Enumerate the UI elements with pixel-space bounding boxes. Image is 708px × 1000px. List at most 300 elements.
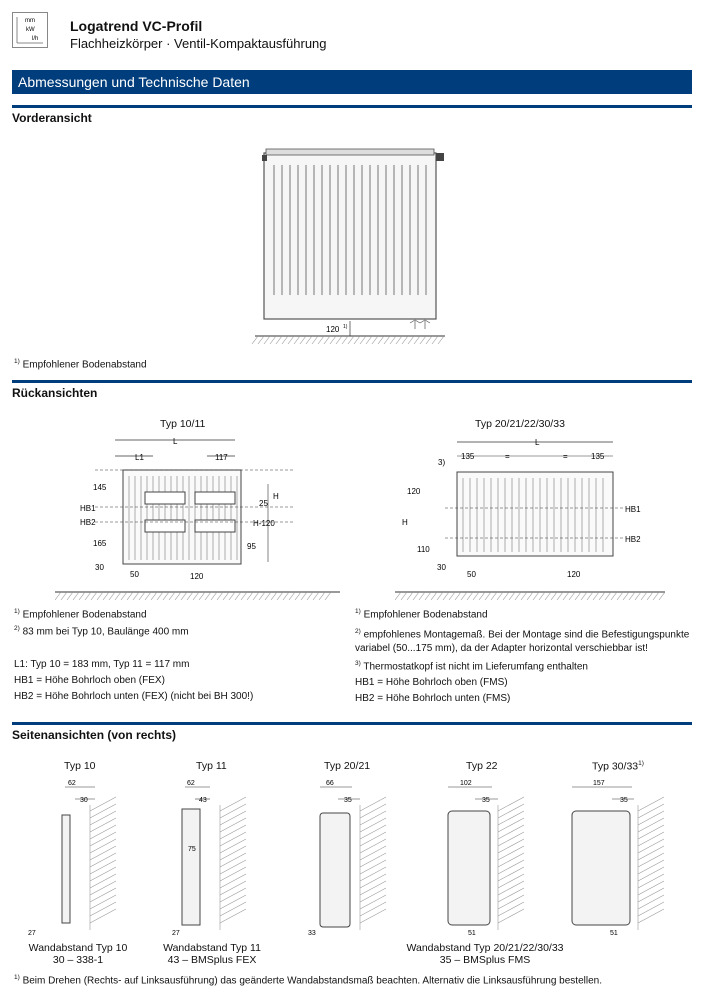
note-row: HB1 = Höhe Bohrloch oben (FEX): [14, 674, 165, 686]
drawing-line: [181, 592, 187, 600]
side22-top: 102: [460, 780, 472, 787]
drawing-line: [638, 818, 664, 832]
dim-95: 95: [247, 542, 256, 551]
drawing-line: [638, 832, 664, 846]
drawing-line: [498, 797, 524, 811]
drawing-line: [503, 592, 509, 600]
dim-25: 25: [259, 499, 268, 508]
drawing-line: [498, 888, 524, 902]
drawing-line: [498, 881, 524, 895]
drawing-line: [575, 592, 581, 600]
caption-line: Wandabstand Typ 11: [163, 942, 261, 954]
drawing-line: [581, 592, 587, 600]
drawing-line: [187, 592, 193, 600]
drawing-line: [408, 336, 414, 344]
drawing-line: [220, 839, 246, 853]
front-footnote-text: Empfohlener Bodenabstand: [22, 359, 147, 371]
side22-inner: 35: [482, 797, 490, 804]
note-text: Empfohlener Bodenabstand: [22, 609, 147, 621]
drawing-line: [360, 825, 386, 839]
drawing-line: [55, 592, 61, 600]
drawing-line: [90, 867, 116, 881]
drawing-line: [277, 592, 283, 600]
drawing-line: [629, 592, 635, 600]
rear-right-notes: [355, 608, 695, 704]
drawing-line: [638, 902, 664, 916]
drawing-line: [638, 797, 664, 811]
drawing-line: [563, 592, 569, 600]
dim-30-r: 30: [437, 563, 446, 572]
divider: [12, 722, 692, 725]
drawing-line: [360, 860, 386, 874]
drawing-line: [247, 592, 253, 600]
drawing-line: [318, 336, 324, 344]
side-title-10: Typ 10: [64, 760, 96, 772]
drawing-line: [90, 825, 116, 839]
drawing-line: [638, 839, 664, 853]
dim-equal: =: [563, 452, 568, 461]
dim-HB1-r: HB1: [625, 505, 641, 514]
drawing-line: [324, 336, 330, 344]
drawing-line: [85, 592, 91, 600]
caption-11: [152, 942, 272, 966]
side20-bottom: 33: [308, 930, 316, 937]
drawing-line: [638, 874, 664, 888]
drawing-line: [498, 825, 524, 839]
drawing-line: [157, 592, 163, 600]
drawing-line: [90, 860, 116, 874]
drawing-line: [360, 832, 386, 846]
note-row: [14, 625, 334, 637]
drawing-line: [497, 592, 503, 600]
drawing-line: [220, 811, 246, 825]
drawing-line: [638, 853, 664, 867]
drawing-line: [384, 336, 390, 344]
dim-HB2: HB2: [80, 518, 96, 527]
note-row: HB2 = Höhe Bohrloch unten (FMS): [355, 692, 511, 704]
drawing-line: [252, 336, 258, 344]
drawing-line: [455, 592, 461, 600]
drawing-line: [461, 592, 467, 600]
drawing-line: [360, 853, 386, 867]
drawing-line: [653, 592, 659, 600]
note-row: L1: Typ 10 = 183 mm, Typ 11 = 117 mm: [14, 658, 190, 670]
drawing-line: [390, 336, 396, 344]
drawing-line: [258, 336, 264, 344]
rear-right-drawing: [395, 432, 665, 607]
drawing-line: [605, 592, 611, 600]
drawing-line: [401, 592, 407, 600]
drawing-line: [90, 818, 116, 832]
dim-135-right: 135: [591, 452, 605, 461]
drawing-line: [437, 592, 443, 600]
dim-145: 145: [93, 483, 107, 492]
dim-135-left: 135: [461, 452, 475, 461]
side11-mid: 75: [188, 846, 196, 853]
dim-50-r: 50: [467, 570, 476, 579]
dim-L: L: [173, 437, 178, 446]
drawing-line: [121, 592, 127, 600]
side20-top: 66: [326, 780, 334, 787]
drawing-line: [109, 592, 115, 600]
rear-left-notes: [14, 608, 334, 702]
drawing-line: [378, 336, 384, 344]
drawing-line: [360, 818, 386, 832]
drawing-line: [479, 592, 485, 600]
dim-HB2-r: HB2: [625, 535, 641, 544]
drawing-line: [638, 867, 664, 881]
caption-line: Wandabstand Typ 20/21/22/30/33: [406, 942, 564, 954]
sup: 1): [638, 760, 644, 767]
drawing-line: [271, 592, 277, 600]
drawing-line: [220, 860, 246, 874]
drawing-line: [145, 592, 151, 600]
drawing-line: [220, 846, 246, 860]
drawing-line: [395, 592, 401, 600]
drawing-line: [307, 592, 313, 600]
front-heading: Vorderansicht: [12, 111, 92, 125]
drawing-line: [220, 832, 246, 846]
drawing-line: [295, 592, 301, 600]
note-row: HB1 = Höhe Bohrloch oben (FMS): [355, 676, 508, 688]
drawing-line: [638, 881, 664, 895]
drawing-line: [366, 336, 372, 344]
drawing-line: [533, 592, 539, 600]
drawing-line: [498, 839, 524, 853]
divider: [12, 380, 692, 383]
doc-title: Logatrend VC-Profil: [70, 18, 203, 34]
sup: 3): [355, 659, 361, 667]
rear-left-drawing: [55, 432, 340, 607]
drawing-line: [342, 336, 348, 344]
unit-lh: l/h: [32, 36, 39, 42]
drawing-line: [270, 336, 276, 344]
drawing-line: [220, 874, 246, 888]
drawing-line: [491, 592, 497, 600]
unit-kw: kW: [26, 27, 35, 33]
rear-heading: Rückansichten: [12, 386, 98, 400]
drawing-line: [638, 895, 664, 909]
side11-inner: 43: [199, 797, 207, 804]
drawing-line: [413, 592, 419, 600]
drawing-line: [253, 592, 259, 600]
drawing-line: [638, 909, 664, 923]
side11-top: 62: [187, 780, 195, 787]
drawing-line: [90, 874, 116, 888]
side22-bottom: 51: [468, 930, 476, 937]
drawing-line: [498, 818, 524, 832]
drawing-line: [241, 592, 247, 600]
drawing-line: [635, 592, 641, 600]
drawing-line: [420, 336, 426, 344]
drawing-line: [220, 867, 246, 881]
drawing-line: [220, 825, 246, 839]
front-footnote: $^{1)}$ Empfohlener Bodenabstand: [14, 358, 147, 371]
note-row: [355, 625, 695, 654]
drawing-line: [90, 881, 116, 895]
drawing-line: [498, 804, 524, 818]
front-dim-120: 120: [326, 325, 340, 334]
drawing-line: [220, 888, 246, 902]
drawing-line: [498, 846, 524, 860]
drawing-line: [414, 336, 420, 344]
drawing-line: [90, 853, 116, 867]
side10-top: 62: [68, 780, 76, 787]
side-footnote: $^{1)}$ Beim Drehen (Rechts- auf Linksausführung) das geänderte Wandabstandsmaß beachten. Alternativ die Linksausführung bestellen.: [14, 974, 602, 987]
drawing-line: [336, 336, 342, 344]
caption-20: [395, 942, 575, 966]
drawing-line: [551, 592, 557, 600]
caption-line: 43 – BMSplus FEX: [167, 954, 257, 966]
drawing-line: [306, 336, 312, 344]
front-view-drawing: [250, 145, 450, 360]
side11-bottom: 27: [172, 930, 180, 937]
drawing-line: [288, 336, 294, 344]
drawing-line: [90, 846, 116, 860]
drawing-line: [348, 336, 354, 344]
dim-120-left: 120: [190, 572, 204, 581]
unit-mm: mm: [25, 18, 35, 24]
drawing-line: [220, 804, 246, 818]
side30-top: 157: [593, 780, 605, 787]
drawing-line: [509, 592, 515, 600]
drawing-line: [360, 881, 386, 895]
dim-L-right: L: [535, 438, 540, 447]
drawing-line: [611, 592, 617, 600]
caption-line: 30 – 338-1: [52, 954, 104, 966]
drawing-line: [432, 336, 438, 344]
drawing-line: [193, 592, 199, 600]
note-text: Thermostatkopf ist nicht im Lieferumfang enthalten: [363, 660, 588, 672]
drawing-line: [521, 592, 527, 600]
drawing-line: [354, 336, 360, 344]
drawing-line: [220, 818, 246, 832]
rear-left-title: Typ 10/11: [160, 418, 206, 430]
doc-subtitle: Flachheizkörper · Ventil-Kompaktausführung: [70, 36, 327, 51]
drawing-line: [438, 336, 444, 344]
drawing-line: [638, 804, 664, 818]
side-title-11: Typ 11: [196, 760, 227, 772]
drawing-line: [313, 592, 319, 600]
drawing-line: [325, 592, 331, 600]
drawing-line: [360, 867, 386, 881]
drawing-line: [90, 895, 116, 909]
drawing-line: [659, 592, 665, 600]
drawing-line: [473, 592, 479, 600]
drawing-line: [91, 592, 97, 600]
drawing-line: [211, 592, 217, 600]
drawing-line: [498, 909, 524, 923]
drawing-line: [372, 336, 378, 344]
drawing-line: [419, 592, 425, 600]
sup: 2): [14, 625, 20, 633]
side10-bottom: 27: [28, 930, 36, 937]
drawing-line: [259, 592, 265, 600]
drawing-line: [599, 592, 605, 600]
dim-H-r: H: [402, 518, 408, 527]
logo-units-box: [12, 12, 48, 48]
drawing-line: [498, 895, 524, 909]
drawing-line: [90, 832, 116, 846]
dim-110: 110: [417, 545, 430, 554]
drawing-line: [220, 797, 246, 811]
drawing-line: [276, 336, 282, 344]
drawing-line: [498, 853, 524, 867]
drawing-line: [431, 592, 437, 600]
dim-117: 117: [215, 453, 228, 462]
drawing-line: [151, 592, 157, 600]
side-title-22: Typ 22: [466, 760, 498, 772]
divider: [12, 105, 692, 108]
drawing-line: [407, 592, 413, 600]
drawing-line: [139, 592, 145, 600]
drawing-line: [220, 853, 246, 867]
drawing-line: [360, 888, 386, 902]
drawing-line: [90, 888, 116, 902]
drawing-line: [103, 592, 109, 600]
drawing-line: [175, 592, 181, 600]
drawing-line: [217, 592, 223, 600]
dim-L1: L1: [135, 453, 144, 462]
units-icon: [13, 13, 47, 47]
drawing-line: [127, 592, 133, 600]
dim-H120: H-120: [253, 519, 275, 528]
drawing-line: [360, 874, 386, 888]
drawing-line: [223, 592, 229, 600]
drawing-line: [90, 811, 116, 825]
drawing-line: [97, 592, 103, 600]
side-footnote-text: Beim Drehen (Rechts- auf Linksausführung) das geänderte Wandabstandsmaß beachten. Alternativ die Linksausführung bestellen.: [22, 975, 602, 987]
dim-equal: =: [505, 452, 510, 461]
side20-inner: 35: [344, 797, 352, 804]
drawing-line: [498, 874, 524, 888]
drawing-line: [593, 592, 599, 600]
drawing-line: [638, 811, 664, 825]
drawing-line: [294, 336, 300, 344]
drawing-line: [265, 592, 271, 600]
dim-165: 165: [93, 539, 107, 548]
drawing-line: [73, 592, 79, 600]
drawing-line: [360, 811, 386, 825]
drawing-line: [289, 592, 295, 600]
drawing-line: [617, 592, 623, 600]
note-text: Empfohlener Bodenabstand: [363, 609, 488, 621]
drawing-line: [90, 839, 116, 853]
caption-line: 35 – BMSplus FMS: [439, 954, 531, 966]
side-title-20: Typ 20/21: [324, 760, 371, 772]
dim-50: 50: [130, 570, 139, 579]
drawing-line: [264, 336, 270, 344]
drawing-line: [301, 592, 307, 600]
drawing-line: [641, 592, 647, 600]
note-text: empfohlenes Montagemaß. Bei der Montage sind die Befestigungspunkte variabel (50...175 mm), da der Adapter horizontal verschiebbar ist!: [355, 629, 690, 654]
drawing-line: [90, 804, 116, 818]
note-row: HB2 = Höhe Bohrloch unten (FEX) (nicht bei BH 300!): [14, 690, 254, 702]
drawing-line: [360, 909, 386, 923]
drawing-line: [569, 592, 575, 600]
caption-10: [18, 942, 138, 966]
drawing-line: [220, 902, 246, 916]
drawing-line: [360, 902, 386, 916]
dim-30: 30: [95, 563, 104, 572]
drawing-line: [67, 592, 73, 600]
drawing-line: [539, 592, 545, 600]
drawing-line: [545, 592, 551, 600]
drawing-line: [360, 895, 386, 909]
note-row: [355, 608, 695, 620]
drawing-line: [527, 592, 533, 600]
drawing-line: [498, 811, 524, 825]
note-row: [355, 660, 695, 672]
dim-120-r2: 120: [567, 570, 581, 579]
rear-right-title: Typ 20/21/22/30/33: [475, 418, 565, 430]
dim-120-r: 120: [407, 487, 421, 496]
drawing-line: [557, 592, 563, 600]
drawing-line: [169, 592, 175, 600]
drawing-line: [220, 881, 246, 895]
drawing-line: [360, 797, 386, 811]
drawing-line: [300, 336, 306, 344]
drawing-line: [402, 336, 408, 344]
drawing-line: [235, 592, 241, 600]
side30-inner: 35: [620, 797, 628, 804]
drawing-line: [79, 592, 85, 600]
drawing-line: [638, 825, 664, 839]
note-3: 3): [438, 458, 446, 467]
drawing-line: [163, 592, 169, 600]
drawing-line: [205, 592, 211, 600]
drawing-line: [199, 592, 205, 600]
drawing-line: [498, 867, 524, 881]
side-views-drawing: [20, 775, 700, 940]
drawing-line: [396, 336, 402, 344]
drawing-line: [498, 902, 524, 916]
drawing-line: [360, 846, 386, 860]
drawing-line: [282, 336, 288, 344]
drawing-line: [587, 592, 593, 600]
drawing-line: [330, 336, 336, 344]
drawing-line: [220, 895, 246, 909]
drawing-line: [449, 592, 455, 600]
sup: 1): [355, 608, 361, 615]
side30-bottom: 51: [610, 930, 618, 937]
side-title-30: [592, 760, 644, 773]
drawing-line: [360, 804, 386, 818]
drawing-line: [638, 888, 664, 902]
drawing-line: [467, 592, 473, 600]
title-text: Typ 30/33: [592, 760, 639, 773]
drawing-line: [426, 336, 432, 344]
drawing-line: [115, 592, 121, 600]
drawing-line: [623, 592, 629, 600]
drawing-line: [498, 860, 524, 874]
drawing-line: [360, 336, 366, 344]
drawing-line: [61, 592, 67, 600]
drawing-line: [485, 592, 491, 600]
dim-H: H: [273, 492, 279, 501]
drawing-line: [443, 592, 449, 600]
drawing-line: [220, 909, 246, 923]
drawing-line: [638, 860, 664, 874]
side-heading: Seitenansichten (von rechts): [12, 728, 177, 742]
note-text: 83 mm bei Typ 10, Baulänge 400 mm: [22, 626, 189, 638]
drawing-line: [515, 592, 521, 600]
drawing-line: [229, 592, 235, 600]
drawing-line: [360, 839, 386, 853]
sup: 1): [14, 608, 20, 615]
section-banner: Abmessungen und Technische Daten: [12, 70, 692, 94]
sup: 2): [355, 628, 361, 636]
